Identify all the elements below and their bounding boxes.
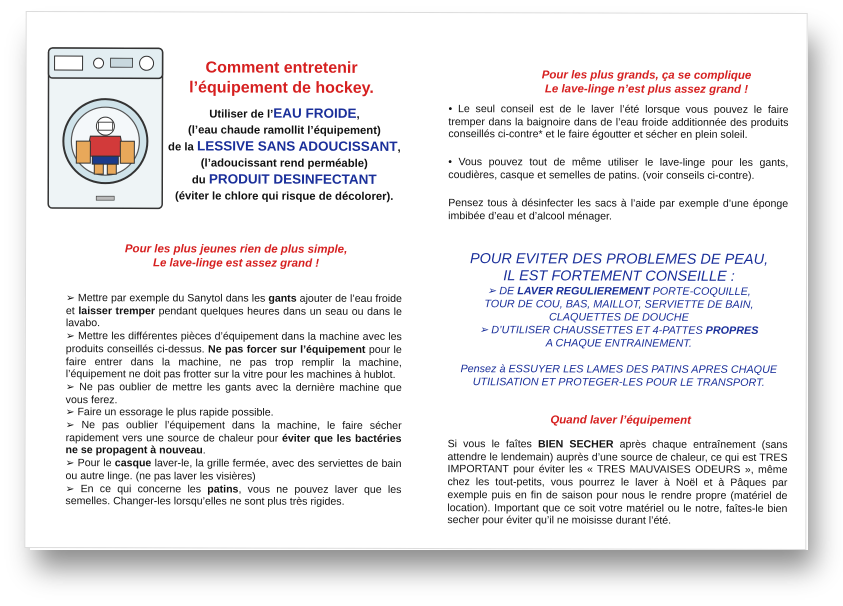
older-players-tip (448, 103, 788, 142)
instruction-note: (l’adoucissant rend perméable) (200, 156, 368, 170)
paragraph: • Vous pouvez tout de même utiliser le lave-linge pour les gants, coudières, casque et semelles de patins. (voir conseils ci-contre). (448, 156, 789, 182)
list-item: ➢ Pour le casque laver-le, la grille fermée, avec des serviettes de bain ou autre linge. (ne pas laver les visières) (65, 457, 402, 483)
list-item: ➢ Ne pas oublier l’équipement dans la machine, le faire sécher rapidement vers une source de chaleur pour éviter que les bactéries ne se propagent à nouveau. (65, 419, 402, 457)
list-item: ➢ Faire un essorage le plus rapide possible. (65, 406, 274, 419)
instruction-text: du (191, 174, 209, 187)
washing-machine-illustration (46, 46, 164, 211)
list-item: ➢ Mettre les différentes pièces d’équipement dans la machine avec les produits conseillés ci-dessus. Ne pas forcer sur l’équipement pour le faire entrer dans la machine, ne pas trop remplir la machine, l’équipement ne doit pas frotter sur la vitre pour les machines à hublot. (65, 330, 402, 382)
right-column (427, 13, 799, 527)
page-title (176, 58, 386, 99)
skin-heading-line-1: POUR EVITER DES PROBLEMES DE PEAU, (469, 251, 769, 268)
instruction-keyword: LESSIVE SANS ADOUCISSANT (196, 138, 398, 154)
note-line-1: Pensez à ESSUYER LES LAMES DES PATINS APRES CHAQUE (460, 363, 778, 376)
list-item: ➢ Mettre par exemple du Sanytol dans les gants ajouter de l’eau froide et laisser tremper pendant quelques heures dans un seau ou dans le lavabo. (65, 292, 402, 330)
paragraph: Pensez tous à désinfecter les sacs à l’aide par exemple d’une éponge imbibée d’eau et d’alcool ménager. (448, 197, 789, 223)
instruction-note: (éviter le chlore qui risque de décolorer). (174, 189, 394, 203)
young-players-tips (65, 292, 402, 509)
left-subtitle-line-2: Le lave-linge est assez grand ! (152, 257, 320, 270)
skin-advice-item: ➢ DE LAVER REGULIEREMENT PORTE-COQUILLE, (487, 285, 751, 298)
instruction-text: , (356, 108, 360, 121)
title-line-2: l’équipement de hockey. (189, 79, 374, 97)
skin-problems-heading (444, 251, 794, 286)
skate-blades-note (444, 363, 794, 390)
document-page (24, 11, 807, 550)
right-subtitle (496, 68, 796, 97)
instruction-text: , (397, 141, 401, 154)
instruction-text: de la (168, 141, 197, 154)
washing-instructions (164, 105, 404, 205)
skin-advice-line: A CHAQUE ENTRAINEMENT. (545, 337, 692, 350)
instruction-disinfectant (164, 171, 404, 189)
right-subtitle-line-2: Le lave-linge n’est plus assez grand ! (544, 83, 749, 96)
list-item: ➢ Ne pas oublier de mettre les gants avec la dernière machine que vous ferez. (65, 381, 402, 406)
bag-tip (448, 197, 788, 223)
skin-advice-line: CLAQUETTES DE DOUCHE (548, 311, 689, 324)
skin-heading-line-2: IL EST FORTEMENT CONSEILLE : (503, 268, 735, 285)
when-to-wash-text (447, 438, 787, 528)
washer-tip (448, 156, 788, 182)
list-item: ➢ En ce qui concerne les patins, vous ne pouvez laver que les semelles. Changer-les lorsqu’elles ne sont plus très rigides. (65, 482, 402, 509)
note-line-2: UTILISATION ET PROTEGER-LES POUR LE TRANSPORT. (472, 376, 765, 389)
left-column (27, 12, 417, 509)
left-subtitle-line-1: Pour les plus jeunes rien de plus simple, (124, 243, 348, 256)
instruction-detergent (164, 138, 404, 156)
title-line-1: Comment entretenir (205, 59, 358, 77)
instruction-water (164, 105, 404, 123)
instruction-note: (l’eau chaude ramollit l’équipement) (188, 123, 381, 137)
when-to-wash-heading: Quand laver l’équipement (550, 414, 691, 427)
skin-advice-line: TOUR DE COU, BAS, MAILLOT, SERVIETTE DE BAIN, (484, 298, 754, 311)
skin-advice-item: ➢ D’UTILISER CHAUSSETTES ET 4-PATTES PROPRES (479, 324, 759, 337)
instruction-keyword: PRODUIT DESINFECTANT (208, 171, 377, 187)
left-subtitle (86, 242, 386, 271)
skin-advice-list (444, 285, 794, 351)
right-subtitle-line-1: Pour les plus grands, ça se complique (541, 69, 752, 82)
instruction-text: Utiliser de l’ (209, 108, 274, 121)
paragraph: Si vous le faîtes BIEN SECHER après chaque entraînement (sans attendre le lendemain) auprès d’une source de chaleur, ce qui est TRES IMPORTANT pour éviter les « TRES MAUVAISES ODEURS », même chez les tout-petits, vous pourrez le laver à Noël et à Pâques par exemple puis en fin de saison pour nous le rendre propre (matériel de location). Important que ce soit votre matériel ou le notre, faîtes-le bien secher pour éviter qu’il ne moisisse durant l’été. (447, 438, 788, 527)
paragraph: • Le seul conseil est de le laver l’été lorsque vous pouvez le faire tremper dans la baignoire dans de l’eau froide additionnée des produits conseillés ci-contre* et le faire égoutter et sécher en plein soleil. (448, 103, 789, 142)
instruction-keyword: EAU FROIDE (273, 105, 357, 121)
